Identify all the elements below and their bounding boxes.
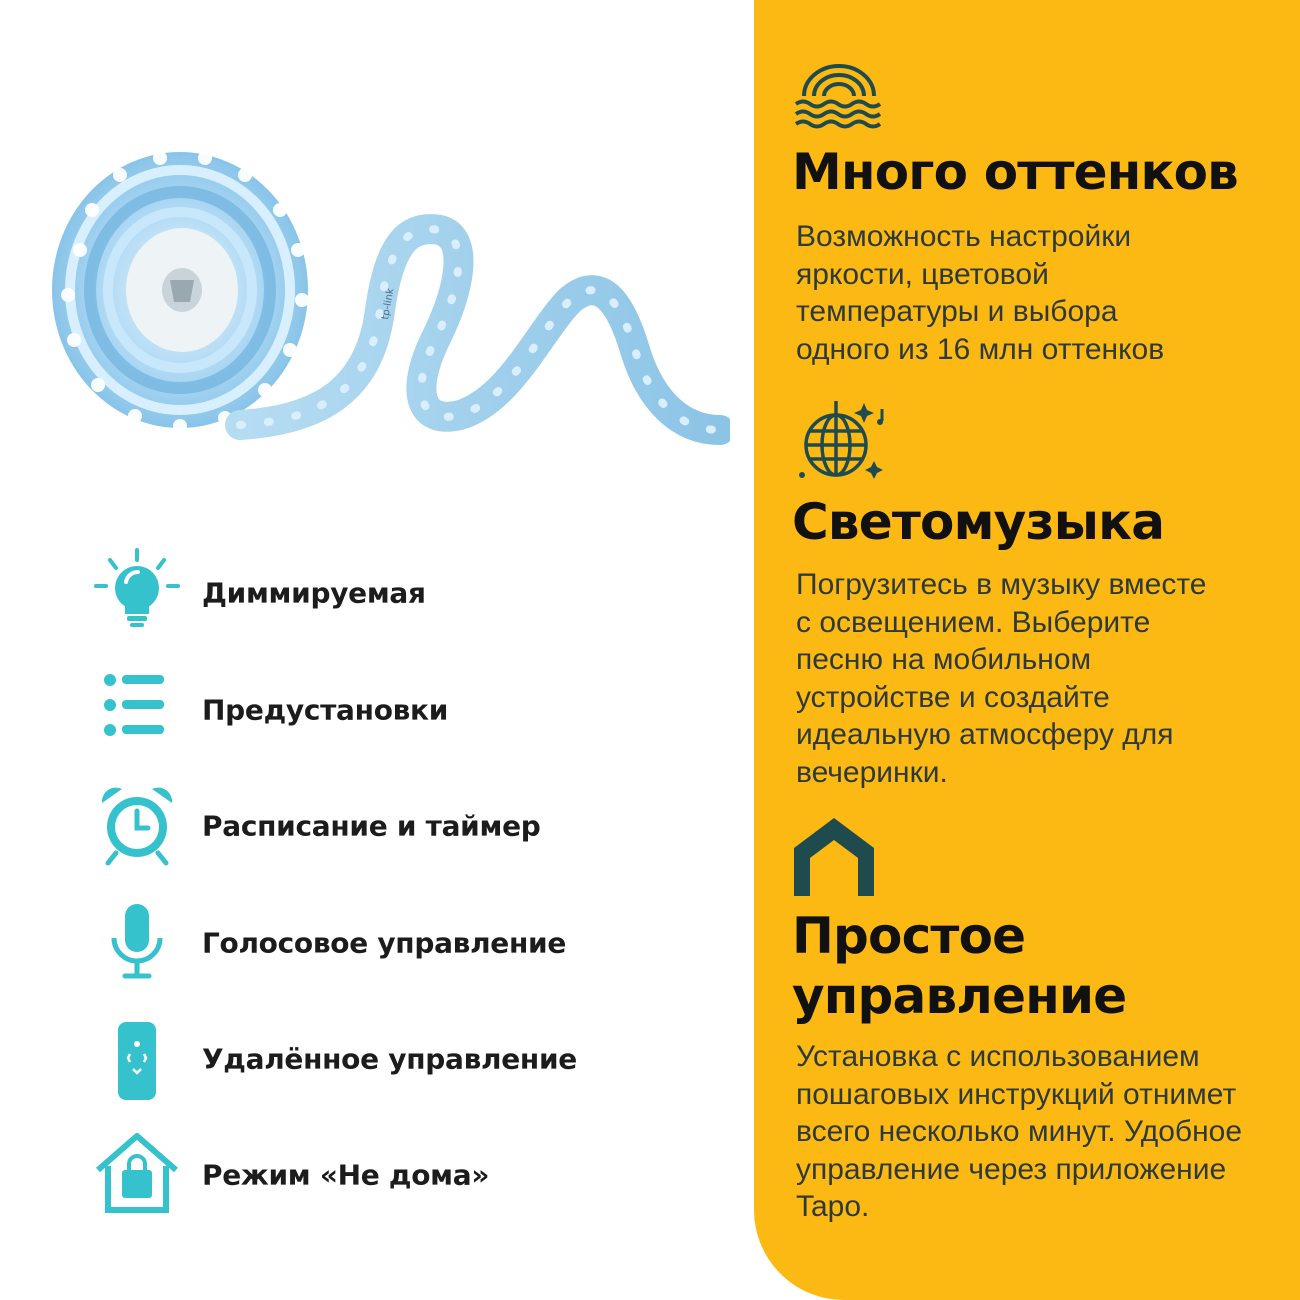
benefit-text: Погрузитесь в музыку вместе с освещением. Выберите песню на мобильном устройстве и создайте идеальную атмосферу для вечеринки. [796, 568, 1207, 789]
benefit-text: Установка с использованием пошаговых инструкций отнимет всего несколько минут. Удобное управление через приложение Tapo. [796, 1040, 1243, 1223]
feature-label: Режим «Не дома» [202, 1158, 490, 1192]
bulb-icon [92, 548, 182, 638]
away-home-icon [92, 1130, 182, 1220]
feature-label: Удалённое управление [202, 1042, 577, 1076]
benefit-title: Светомузыка [792, 493, 1165, 551]
rainbow-waves-icon [794, 62, 884, 139]
house-icon [794, 818, 874, 901]
alarm-clock-icon [92, 781, 182, 871]
feature-schedule [92, 781, 692, 871]
feature-away-mode [92, 1130, 692, 1220]
remote-icon [92, 1014, 182, 1104]
disco-ball-icon [794, 395, 890, 490]
feature-label: Расписание и таймер [202, 809, 541, 843]
list-icon [92, 665, 182, 755]
benefit-title: Простое управление [792, 907, 1127, 1025]
feature-remote-control [92, 1014, 692, 1104]
feature-label: Предустановки [202, 693, 449, 727]
feature-label: Диммируемая [202, 576, 426, 610]
feature-dimmable [92, 548, 692, 638]
led-strip-image [40, 130, 730, 480]
feature-label: Голосовое управление [202, 926, 567, 960]
benefit-title: Много оттенков [792, 143, 1239, 201]
microphone-icon [92, 898, 182, 988]
strip-logo: tp-link [380, 287, 397, 321]
benefit-text: Возможность настройки яркости, цветовой температуры и выбора одного из 16 млн оттенков [796, 220, 1165, 366]
feature-presets [92, 665, 692, 755]
benefits-panel [754, 0, 1300, 1300]
feature-voice-control [92, 898, 692, 988]
